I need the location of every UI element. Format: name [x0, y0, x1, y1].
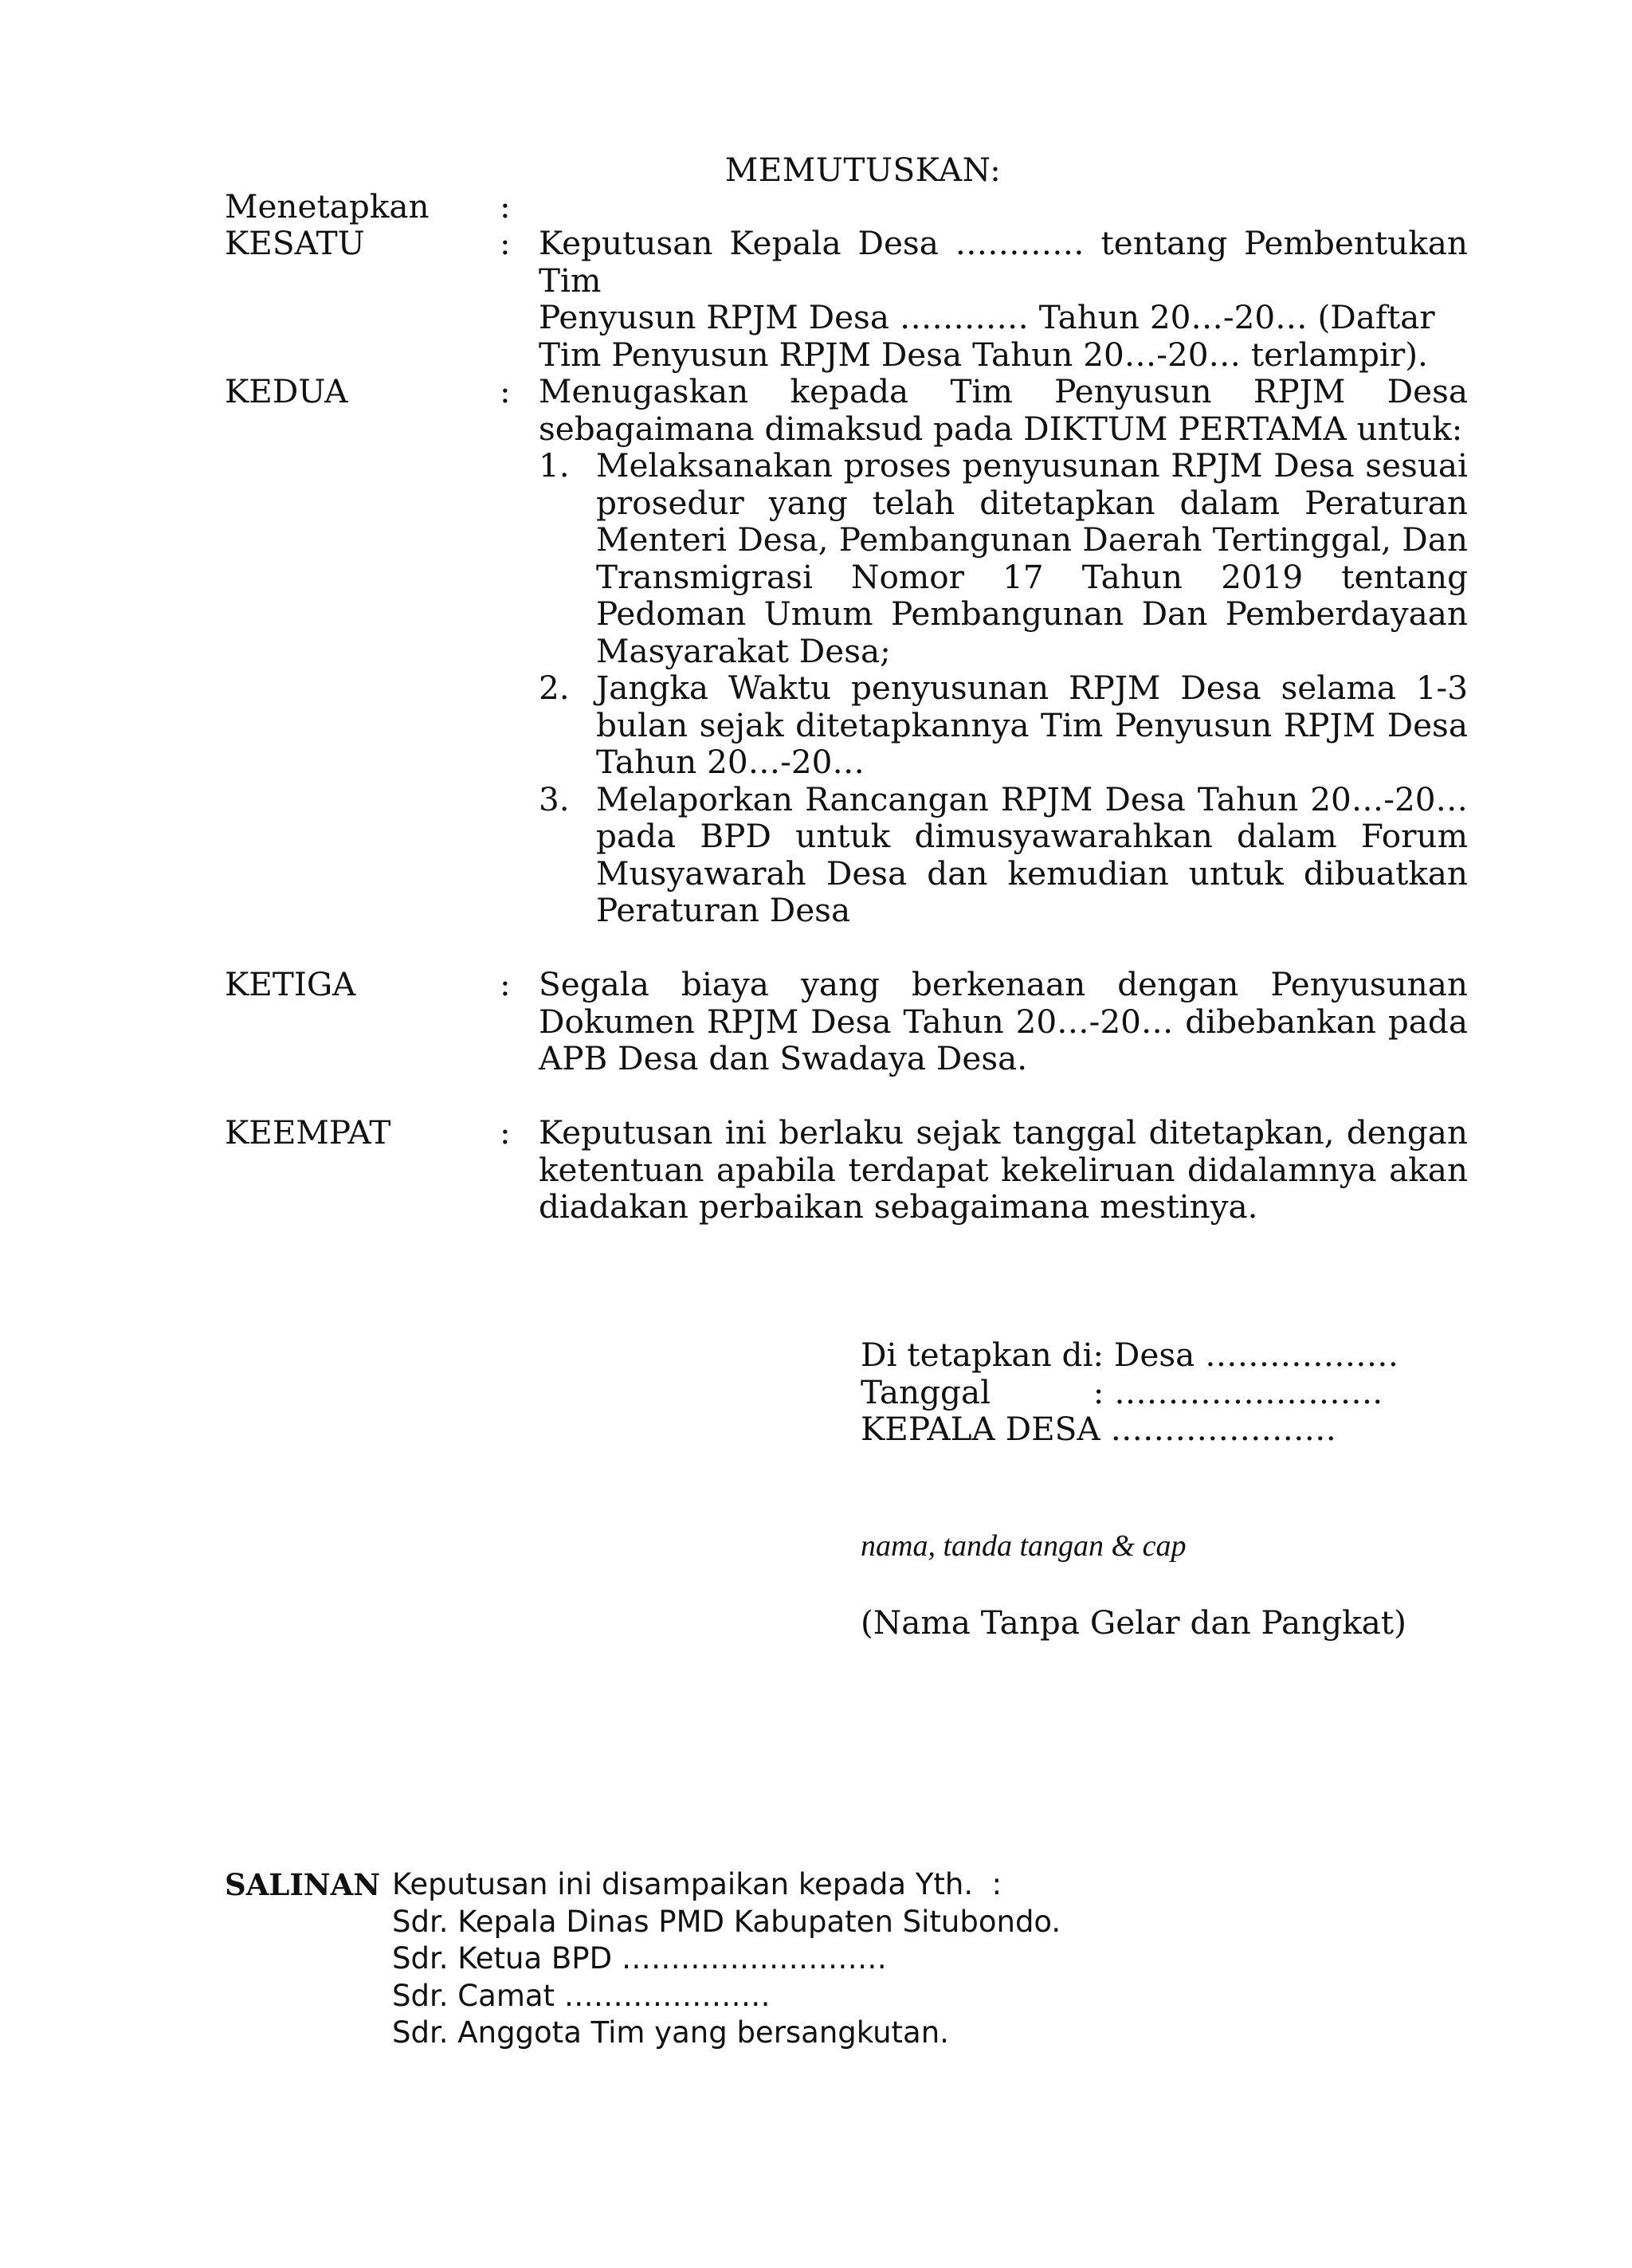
salinan-label: SALINAN [225, 1867, 381, 1902]
signature-title: KEPALA DESA ………………… [861, 1410, 1337, 1448]
kesatu-text [539, 225, 1468, 373]
salinan-line: Sdr. Kepala Dinas PMD Kabupaten Situbondo. [392, 1904, 1061, 1939]
heading-text: MEMUTUSKAN: [724, 151, 1002, 189]
list-item [539, 447, 1468, 669]
list-item [539, 781, 1468, 929]
kesatu-line: Tim Penyusun RPJM Desa Tahun 20…-20… terlampir). [539, 335, 1428, 374]
ketiga-text [539, 966, 1468, 1077]
keempat-colon: : [500, 1113, 511, 1152]
ketiga-label: KETIGA [225, 965, 356, 1003]
salinan-line: Sdr. Camat ………………… [392, 1978, 771, 2013]
keempat-paragraph: Keputusan ini berlaku sejak tanggal ditetapkan, dengan ketentuan apabila terdapat kekeliruan didalamnya akan diadakan perbaikan sebagaimana mestinya. [539, 1113, 1468, 1226]
list-item-number: 3. [539, 779, 570, 818]
menetapkan-colon: : [500, 187, 511, 226]
salinan-recipients [392, 1866, 1348, 2052]
keempat-label: KEEMPAT [225, 1113, 391, 1152]
salinan-line: Sdr. Ketua BPD ……………………… [392, 1941, 887, 1976]
kesatu-line: Penyusun RPJM Desa ………… Tahun 20…-20… (Daftar [539, 298, 1435, 336]
signature-place: Di tetapkan di: Desa ……………… [861, 1336, 1399, 1374]
list-item [539, 669, 1468, 781]
kesatu-label: KESATU [225, 224, 365, 262]
list-item-number: 2. [539, 669, 570, 707]
kedua-intro-text: Menugaskan kepada Tim Penyusun RPJM Desa sebagaimana dimaksud pada DIKTUM PERTAMA untuk: [539, 372, 1468, 448]
list-item-text: Melaksanakan proses penyusunan RPJM Desa sesuai prosedur yang telah ditetapkan dalam Peraturan Menteri Desa, Pembangunan Daerah Tertinggal, Dan Transmigrasi Nomor 17 Tahun 2019 tentang Pedoman Umum Pembangunan Dan Pemberdayaan Masyarakat Desa; [596, 446, 1468, 670]
ketiga-paragraph: Segala biaya yang berkenaan dengan Penyusunan Dokumen RPJM Desa Tahun 20…-20… dibebankan pada APB Desa dan Swadaya Desa. [539, 965, 1468, 1077]
kedua-label: KEDUA [225, 372, 348, 410]
list-item-text: Melaporkan Rancangan RPJM Desa Tahun 20…-20… pada BPD untuk dimusyawarahkan dalam Forum Musyawarah Desa dan kemudian untuk dibuatkan Peraturan Desa [596, 779, 1468, 929]
list-item-number: 1. [539, 446, 570, 485]
decision-heading [0, 151, 1632, 189]
salinan-line: Keputusan ini disampaikan kepada Yth. : [392, 1867, 1002, 1901]
signature-date: Tanggal : ……………………. [861, 1372, 1383, 1411]
kedua-intro [539, 373, 1468, 447]
signature-block [861, 1336, 1418, 1448]
keempat-text [539, 1114, 1468, 1226]
signature-name: (Nama Tanpa Gelar dan Pangkat) [861, 1603, 1406, 1642]
ketiga-colon: : [500, 965, 511, 1003]
menetapkan-label: Menetapkan [225, 187, 430, 226]
kedua-task-list [539, 447, 1468, 929]
kesatu-colon: : [500, 224, 511, 262]
list-item-text: Jangka Waktu penyusunan RPJM Desa selama 1-3 bulan sejak ditetapkannya Tim Penyusun RPJM Desa Tahun 20…-20… [596, 669, 1468, 781]
salinan-line: Sdr. Anggota Tim yang bersangkutan. [392, 2015, 949, 2050]
signature-note: nama, tanda tangan & cap [861, 1529, 1187, 1563]
kesatu-line: Keputusan Kepala Desa ………… tentang Pembentukan Tim [539, 224, 1468, 300]
kedua-colon: : [500, 372, 511, 410]
